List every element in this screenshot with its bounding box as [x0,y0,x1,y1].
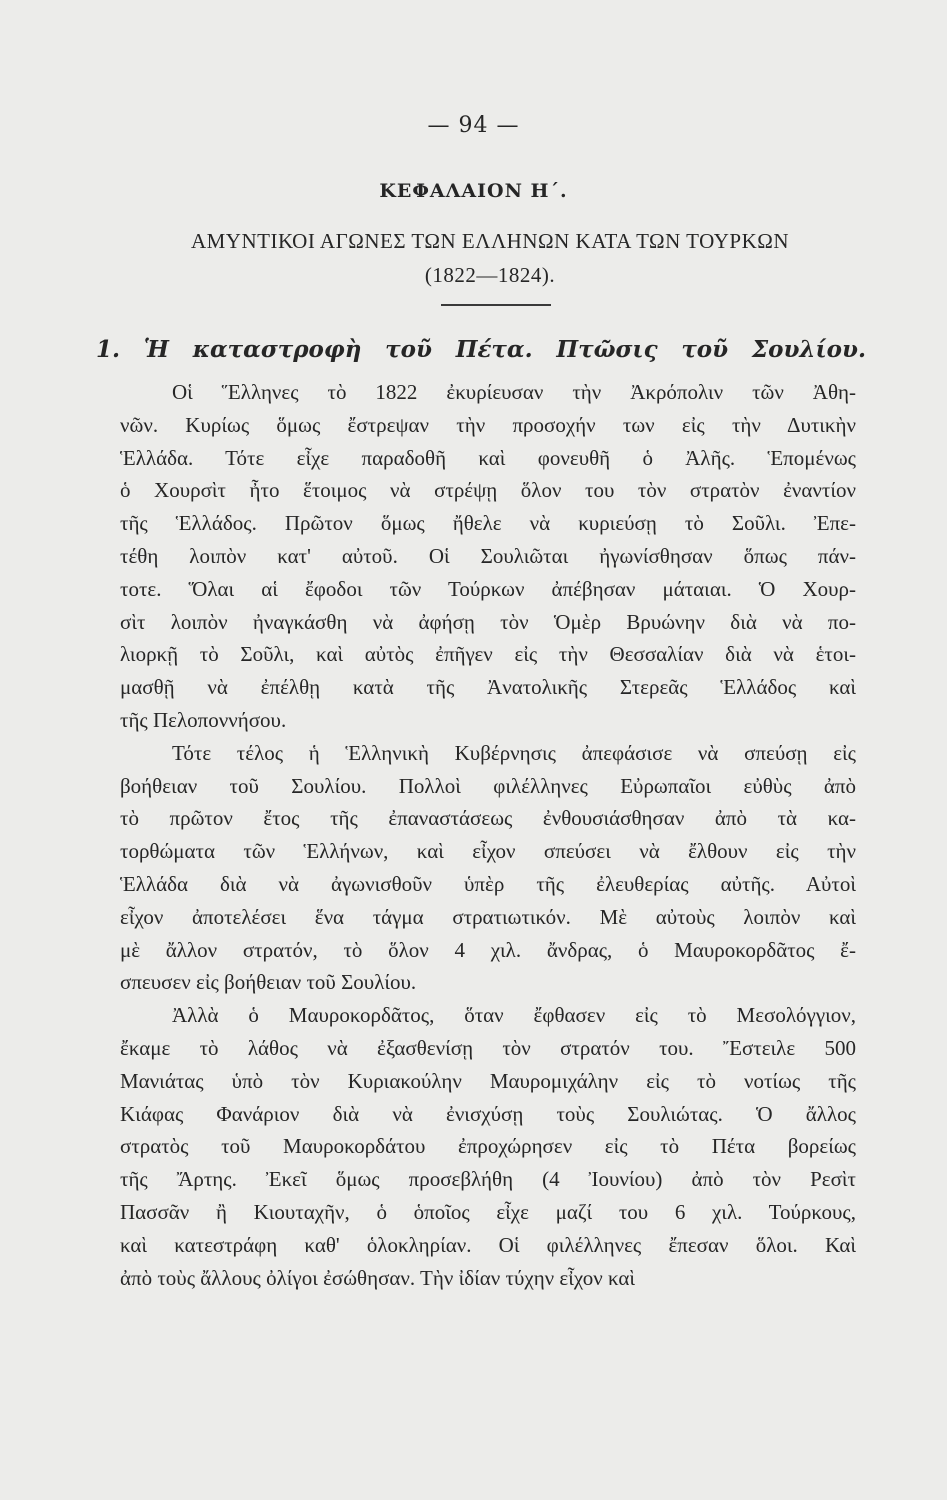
text-line: τῆς Ἑλλάδος. Πρῶτον ὅμως ἤθελε νὰ κυριεύσῃ τὸ Σοῦλι. Ἐπε- [120,511,856,536]
text-line: Ἑλλάδα. Τότε εἶχε παραδοθῆ καὶ φονευθῆ ὁ Ἀλῆς. Ἑπομένως [120,445,856,470]
text-line: σπευσεν εἰς βοήθειαν τοῦ Σουλίου. [120,970,417,995]
text-line: στρατὸς τοῦ Μαυροκορδάτου ἐπροχώρησεν εἰς τὸ Πέτα βορείως [120,1134,856,1159]
text-line: καὶ κατεστράφη καθ' ὁλοκληρίαν. Οἱ φιλέλληνες ἔπεσαν ὅλοι. Καὶ [120,1232,856,1257]
text-line: τῆς Πελοποννήσου. [120,707,287,732]
text-line: Οἱ Ἕλληνες τὸ 1822 ἐκυρίευσαν τὴν Ἀκρόπολιν τῶν Ἀθη- [172,380,856,404]
chapter-subtitle-line: ΑΜΥΝΤΙΚΟΙ ΑΓΩΝΕΣ ΤΩΝ ΕΛΛΗΝΩΝ ΚΑΤΑ ΤΩΝ ΤΟΥΡΚΩΝ [190,229,790,253]
chapter-subtitle-line: (1822—1824). [424,263,556,287]
text-line: ἀπὸ τοὺς ἄλλους ὀλίγοι ἐσώθησαν. Τὴν ἰδίαν τύχην εἶχον καὶ [120,1265,636,1290]
text-line: Ἀλλὰ ὁ Μαυροκορδᾶτος, ὅταν ἔφθασεν εἰς τὸ Μεσολόγγιον, [172,1003,856,1028]
body-text [120,376,856,1294]
paragraph [120,376,856,737]
section-heading: 1. Ἡ καταστροφὴ τοῦ Πέτα. Πτῶσις τοῦ Σουλίου. [96,336,866,363]
text-line: ἔκαμε τὸ λάθος νὰ ἐξασθενίσῃ τὸν στρατόν του. Ἔστειλε 500 [120,1035,856,1060]
text-line: τὸ πρῶτον ἔτος τῆς ἐπαναστάσεως ἐνθουσιάσθησαν ἀπὸ τὰ κα- [120,806,856,831]
text-line: μασθῇ νὰ ἐπέλθῃ κατὰ τῆς Ἀνατολικῆς Στερεᾶς Ἑλλάδος καὶ [120,675,856,700]
text-line: νῶν. Κυρίως ὅμως ἔστρεψαν τὴν προσοχήν των εἰς τὴν Δυτικὴν [120,412,856,437]
text-line: τορθώματα τῶν Ἑλλήνων, καὶ εἶχον σπεύσει νὰ ἔλθουν εἰς τὴν [120,839,856,864]
section-divider [441,304,551,306]
text-line: Πασσᾶν ἢ Κιουταχῆν, ὁ ὁποῖος εἶχε μαζί του 6 χιλ. Τούρκους, [120,1199,856,1224]
text-line: τοτε. Ὅλαι αἱ ἔφοδοι τῶν Τούρκων ἀπέβησαν μάταιαι. Ὁ Χουρ- [120,576,856,601]
text-line: Μανιάτας ὑπὸ τὸν Κυριακούλην Μαυρομιχάλην εἰς τὸ νοτίως τῆς [120,1068,856,1093]
page-number: — 94 — [427,113,520,138]
text-line: Κιάφας Φανάριον διὰ νὰ ἐνισχύσῃ τοὺς Σουλιώτας. Ὁ ἄλλος [120,1101,856,1126]
text-line: λιορκῇ τὸ Σοῦλι, καὶ αὐτὸς ἐπῆγεν εἰς τὴν Θεσσαλίαν διὰ νὰ ἑτοι- [120,642,856,667]
text-line: Ἑλλάδα διὰ νὰ ἀγωνισθοῦν ὑπὲρ τῆς ἐλευθερίας αὐτῆς. Αὐτοὶ [120,871,856,896]
text-line: μὲ ἄλλον στρατόν, τὸ ὅλον 4 χιλ. ἄνδρας, ὁ Μαυροκορδᾶτος ἔ- [120,937,856,962]
text-line: Τότε τέλος ἡ Ἑλληνικὴ Κυβέρνησις ἀπεφάσισε νὰ σπεύσῃ εἰς [172,740,856,765]
text-line: σὶτ λοιπὸν ἠναγκάσθη νὰ ἀφήσῃ τὸν Ὁμὲρ Βρυώνην διὰ νὰ πο- [120,609,856,634]
text-line: εἶχον ἀποτελέσει ἕνα τάγμα στρατιωτικόν. Μὲ αὐτοὺς λοιπὸν καὶ [120,904,856,929]
text-line: τέθη λοιπὸν κατ' αὐτοῦ. Οἱ Σουλιῶται ἠγωνίσθησαν ὅπως πάν- [120,543,856,568]
paragraph [120,999,856,1294]
text-line: τῆς Ἄρτης. Ἐκεῖ ὅμως προσεβλήθη (4 Ἰουνίου) ἀπὸ τὸν Ρεσὶτ [120,1167,856,1192]
chapter-subtitle [120,224,860,292]
chapter-title: ΚΕΦΑΛΑΙΟΝ Η΄. [379,180,568,202]
text-line: βοήθειαν τοῦ Σουλίου. Πολλοὶ φιλέλληνες Εὐρωπαῖοι εὐθὺς ἀπὸ [120,773,856,798]
text-line: ὁ Χουρσὶτ ἦτο ἕτοιμος νὰ στρέψῃ ὅλον του τὸν στρατὸν ἐναντίον [120,478,856,503]
paragraph [120,737,856,999]
